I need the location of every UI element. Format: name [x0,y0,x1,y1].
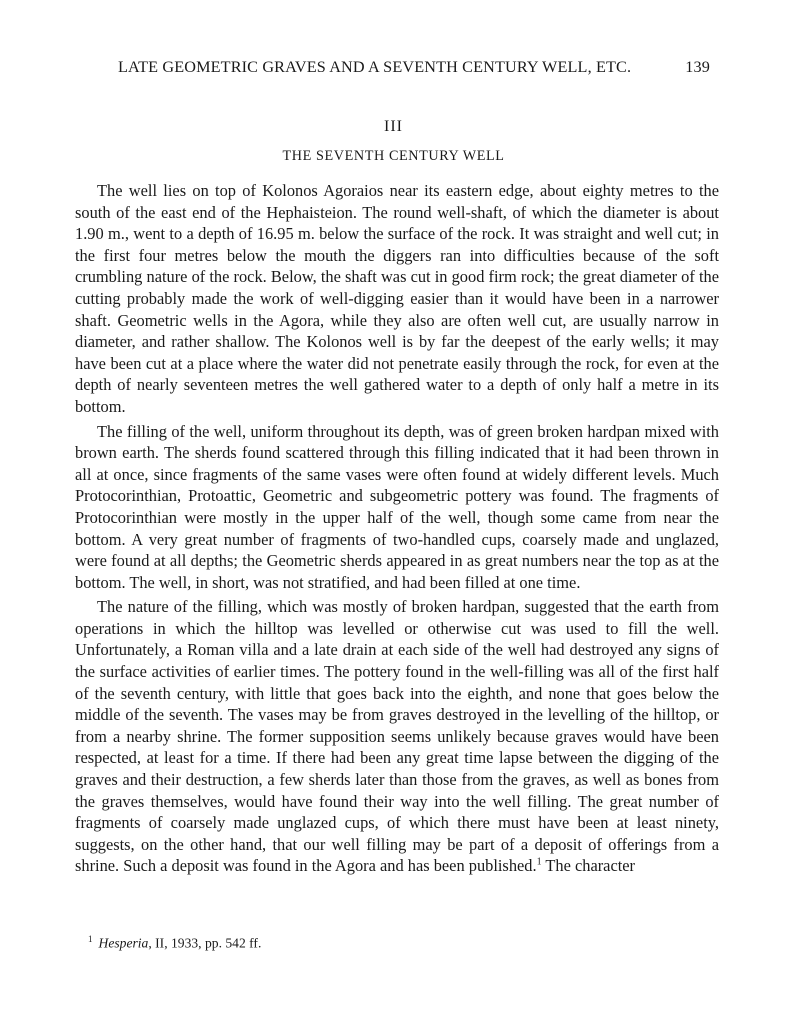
footnote-citation: , II, 1933, pp. 542 ff. [148,935,262,951]
paragraph-3-continuation: The character [541,856,636,876]
section-title: THE SEVENTH CENTURY WELL [282,148,505,164]
paragraph-3 [75,596,719,877]
footnote [88,934,261,952]
footnote-journal: Hesperia [98,935,149,951]
paragraph-1: The well lies on top of Kolonos Agoraios near its eastern edge, about eighty metres to the south of the east end of the Hephaisteion. The round well-shaft, of which the diameter is about 1.90 m., went to a depth of 16.95 m. below the surface of the rock. It was straight and well cut; in the first four metres below the mouth the diggers ran into difficulties because of the soft crumbling nature of the rock. Below, the shaft was cut in good firm rock; the great diameter of the cutting probably made the work of well-digging easier than it would have been in a narrower shaft. Geometric wells in the Agora, while they also are often well cut, are usually narrow in diameter, and rather shallow. The Kolonos well is by far the deepest of the early wells; it may have been cut at a place where the water did not penetrate easily through the rock, for even at the depth of nearly seventeen metres the well gathered water to a depth of only half a metre in its bottom. [75,181,719,416]
footnote-number: 1 [88,934,93,944]
running-head-title: LATE GEOMETRIC GRAVES AND A SEVENTH CENTURY WELL, ETC. [118,58,632,76]
footnote-reference[interactable]: 1 [536,856,542,868]
body-text [75,180,719,877]
section-number: III [384,118,403,135]
page-number: 139 [685,58,710,76]
paragraph-3-text: The nature of the filling, which was mostly of broken hardpan, suggested that the earth from operations in which the hilltop was levelled or otherwise cut was used to fill the well. Unfortunately, a Roman villa and a late drain at each side of the well had destroyed any signs of the surface activities of earlier times. The pottery found in the well-filling was all of the first half of the seventh century, with little that goes back into the eighth, and none that goes below the middle of the seventh. The vases may be from graves destroyed in the levelling of the hilltop, or from a nearby shrine. The former supposition seems unlikely because graves would have been respected, at least for a time. If there had been any great time lapse between the digging of the graves and their destruction, a few sherds later than those from the graves, as well as bones from the graves themselves, would have found their way into the well filling. The great number of fragments of coarsely made unglazed cups, of which there must have been at least ninety, suggests, on the other hand, that our well filling may be part of a deposit of offerings from a shrine. Such a deposit was found in the Agora and has been published. [75,597,719,876]
paragraph-2: The filling of the well, uniform throughout its depth, was of green broken hardpan mixed with brown earth. The sherds found scattered through this filling indicated that it had been thrown in all at once, since fragments of the same vases were often found at widely different levels. Much Protocorinthian, Protoattic, Geometric and subgeometric pottery was found. The fragments of Protocorinthian were mostly in the upper half of the well, though some came from near the bottom. A very great number of fragments of two-handled cups, coarsely made and unglazed, were found at all depths; the Geometric sherds appeared in as great numbers near the top as at the bottom. The well, in short, was not stratified, and had been filled at one time. [75,421,719,592]
